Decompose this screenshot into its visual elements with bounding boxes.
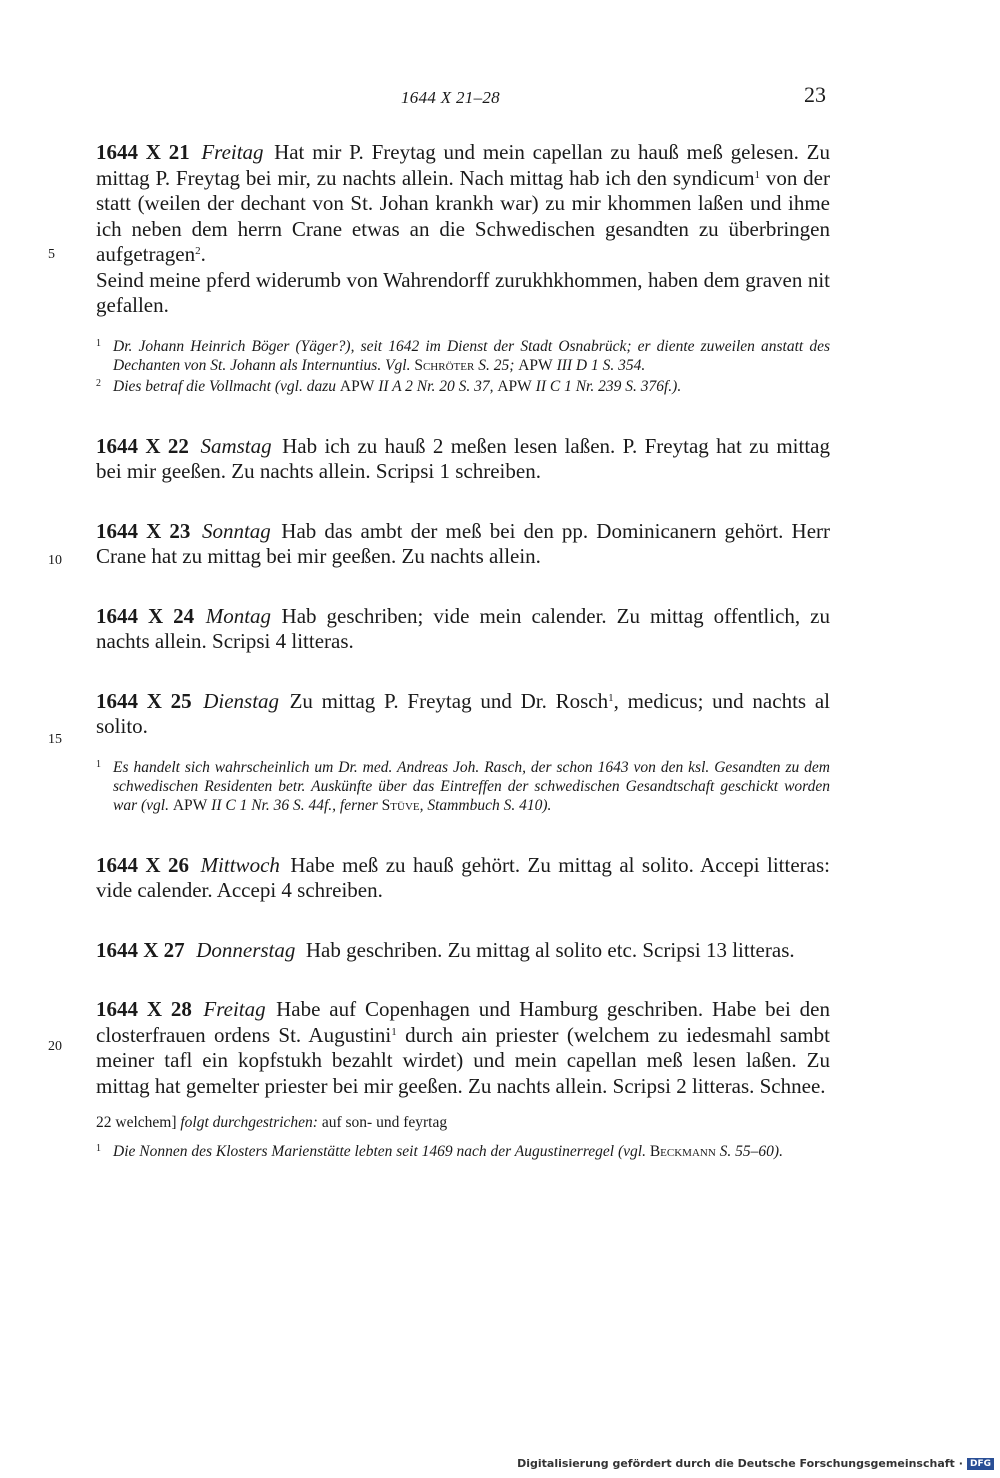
footnotes [96, 337, 830, 396]
footnote-text: II A 2 Nr. 20 S. 37, [374, 377, 498, 395]
dfg-separator: · [958, 1457, 963, 1470]
page-body [96, 140, 830, 1163]
footnote-text: , Stammbuch S. 410). [419, 796, 552, 814]
diary-entry-1644-x-21 [96, 140, 830, 319]
entry-weekday: Dienstag [203, 688, 280, 713]
entry-date: 1644 X 22 [96, 433, 189, 458]
footnote [96, 758, 830, 815]
footnote-text: II C 1 Nr. 36 S. 44f., ferner [207, 796, 382, 814]
diary-entry-1644-x-24 [96, 604, 830, 655]
footnote-text: Es handelt sich wahrscheinlich um Dr. med. Andreas Joh. Rasch, der schon 1643 von den ksl. Gesandten zu dem schwedischen Residenten betr. Auskünfte über das Eintreffen der schwedischen Gesandtschaft geschickt worden war (vgl. [113, 758, 830, 814]
diary-entry-1644-x-28 [96, 997, 830, 1099]
entry-weekday: Sonntag [201, 518, 271, 543]
entry-date: 1644 X 28 [96, 997, 192, 1021]
entry-text: Hab geschriben; vide mein calender. Zu mittag offentlich, zu nachts allein. Scripsi 4 litteras. [96, 603, 830, 653]
footnote-text: S. 25; [474, 356, 519, 374]
entry-text: Hab das ambt der meß bei den pp. Dominicanern gehört. Herr Crane hat zu mittag bei mir geeßen. Zu nachts allein. [96, 518, 830, 568]
footnote-author: Beckmann [649, 1143, 716, 1160]
entry-text: von der statt (weilen der dechant von St. Johan krankh war) zu mir khommen laßen und ihme ich neben dem herrn Crane etwas an die Schwedischen gesandten zu überbringen aufgetragen [96, 165, 830, 266]
footnote-author: Stüve [381, 796, 420, 814]
entry-weekday: Freitag [203, 997, 266, 1021]
dfg-credit [517, 1457, 994, 1470]
apparatus-text: auf son- und feyrtag [317, 1114, 448, 1131]
entry-text: Hab ich zu hauß 2 meßen lesen laßen. P. Freytag hat zu mittag bei mir geeßen. Zu nachts allein. Scripsi 1 schreiben. [96, 433, 830, 483]
footnote-text: S. 55–60). [715, 1143, 783, 1160]
footnote-text: Dr. Johann Heinrich Böger (Yäger?), seit 1642 im Dienst der Stadt Osnabrück; er diente zuweilen anstatt des Dechanten von St. Johann als Internuntius. Vgl. [113, 337, 830, 374]
footnotes [96, 1142, 830, 1161]
entry-weekday: Mittwoch [200, 852, 280, 877]
critical-apparatus [96, 1113, 830, 1132]
footnote-text: II C 1 Nr. 239 S. 376f.). [531, 377, 682, 395]
footnote-mark: 1 [96, 1143, 101, 1154]
footnote-text: III D 1 S. 354. [552, 356, 646, 374]
entry-date: 1644 X 21 [96, 140, 190, 164]
footnote-abbrev: APW [497, 377, 532, 395]
entry-weekday: Donnerstag [196, 937, 296, 962]
entry-date: 1644 X 26 [96, 852, 190, 877]
running-header [96, 82, 826, 114]
entry-weekday: Samstag [200, 433, 272, 458]
footnote-mark: 1 [96, 337, 101, 349]
footnote [96, 377, 830, 396]
entry-date: 1644 X 24 [96, 603, 195, 628]
footnote [96, 337, 830, 375]
footnote-ref: 1 [608, 691, 614, 704]
entry-text: Habe meß zu hauß gehört. Zu mittag al solito. Accepi litteras: vide calender. Accepi 4 schreiben. [96, 852, 830, 902]
diary-entry-1644-x-22 [96, 434, 830, 485]
line-number: 15 [48, 732, 62, 747]
footnote-abbrev: APW [339, 377, 375, 395]
footnote-ref: 1 [391, 1025, 397, 1038]
entry-text: durch ain priester (welchem zu iedesmahl sambt meiner tafl ein kopfstukh bezahlt wirdet) und mein capellan meß lesen laßen. Zu mittag hat gemelter priester bei mir geeßen. Zu nachts allein. Scripsi 2 litteras. Schnee. [96, 1022, 830, 1098]
entry-weekday: Montag [205, 603, 272, 628]
footnote-mark: 2 [96, 377, 101, 389]
dfg-credit-text: Digitalisierung gefördert durch die Deutsche Forschungsgemeinschaft [517, 1457, 955, 1470]
footnote-mark: 1 [96, 758, 101, 770]
entry-date: 1644 X 25 [96, 688, 192, 713]
diary-entry-1644-x-25 [96, 689, 830, 740]
entry-weekday: Freitag [201, 140, 264, 164]
diary-entry-1644-x-23 [96, 519, 830, 570]
entry-text: Hat mir P. Freytag und mein capellan zu hauß meß gelesen. Zu mittag P. Freytag bei mir, zu nachts allein. Nach mittag hab ich den syndicum [96, 140, 830, 190]
entry-text: Habe auf Copenhagen und Hamburg geschriben. Habe bei den closterfrauen ordens St. Augustini [96, 997, 830, 1047]
footnote-abbrev: APW [172, 796, 208, 814]
footnote-author: Schröter [414, 356, 475, 374]
apparatus-text: 22 welchem] [96, 1114, 181, 1131]
footnote-text: Die Nonnen des Klosters Marienstätte lebten seit 1469 nach der Augustinerregel (vgl. [113, 1143, 650, 1160]
line-number: 20 [48, 1039, 62, 1054]
footnote-ref: 2 [195, 245, 201, 257]
dfg-logo-icon: DFG [967, 1458, 994, 1470]
entry-text: , medicus; und nachts al solito. [96, 688, 830, 738]
entry-text: Zu mittag P. Freytag und Dr. Rosch [289, 688, 609, 713]
footnote-abbrev: APW [518, 356, 553, 374]
footnote [96, 1142, 830, 1161]
apparatus-note: folgt durchgestrichen: [180, 1114, 318, 1131]
entry-text: Hab geschriben. Zu mittag al solito etc. Scripsi 13 litteras. [305, 937, 795, 962]
entry-paragraph: Seind meine pferd widerumb von Wahrendorff zurukhkhommen, haben dem graven nit gefallen. [96, 267, 830, 317]
line-number: 5 [48, 247, 55, 262]
page-number: 23 [804, 82, 826, 107]
entry-date: 1644 X 23 [96, 518, 191, 543]
diary-entry-1644-x-26 [96, 853, 830, 904]
running-title: 1644 X 21–28 [401, 88, 500, 107]
footnotes [96, 758, 830, 815]
line-number: 10 [48, 553, 62, 568]
entry-date: 1644 X 27 [96, 937, 185, 962]
footnote-text: Dies betraf die Vollmacht (vgl. dazu [113, 377, 340, 395]
footnote-ref: 1 [754, 168, 761, 181]
entry-text: . [200, 242, 206, 266]
diary-entry-1644-x-27 [96, 938, 830, 964]
